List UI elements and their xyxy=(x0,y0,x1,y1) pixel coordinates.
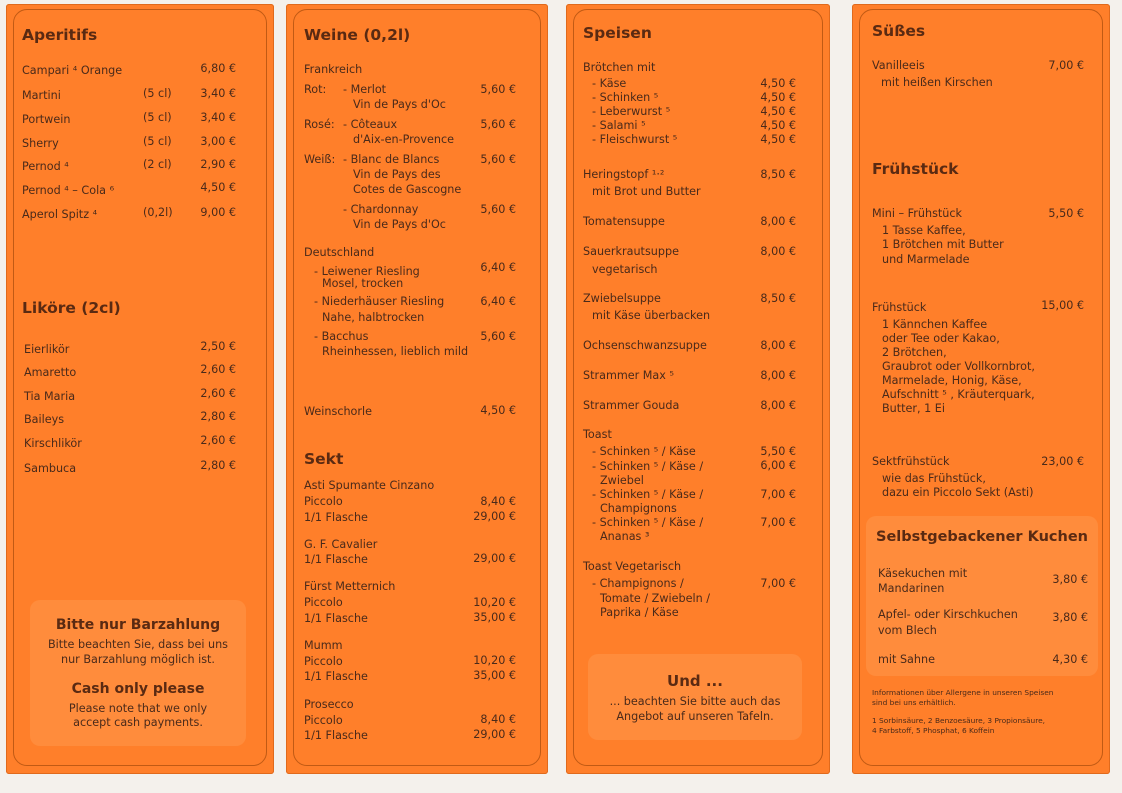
speise-name: Paprika / Käse xyxy=(600,606,679,619)
wine-origin: Vin de Pays d'Oc xyxy=(353,98,446,111)
aperitif-item-name: Martini xyxy=(22,89,61,102)
aperitif-item-size: (0,2l) xyxy=(143,206,173,219)
aperitif-item-price: 9,00 € xyxy=(200,206,236,219)
fr-name: Sektfrühstück xyxy=(872,455,950,468)
speise-price: 8,00 € xyxy=(760,369,796,382)
likoere-title: Liköre (2cl) xyxy=(22,299,121,317)
speise-name: - Schinken ⁵ / Käse / xyxy=(592,516,704,529)
und-box xyxy=(588,654,802,740)
speise-price: 8,50 € xyxy=(760,168,796,181)
aperitif-item-name: Pernod ⁴ – Cola ⁶ xyxy=(22,184,115,197)
wine-name: - Niederhäuser Riesling xyxy=(314,295,445,308)
fr-desc: 1 Brötchen mit Butter xyxy=(882,238,1004,251)
speise-price: 4,50 € xyxy=(760,77,796,90)
fr-desc: 1 Tasse Kaffee, xyxy=(882,224,966,237)
wine-price: 6,40 € xyxy=(480,295,516,308)
cash-only-box xyxy=(30,600,246,746)
sekt-title: Sekt xyxy=(304,450,344,468)
sekt-price: 35,00 € xyxy=(473,611,516,624)
wine-price: 5,60 € xyxy=(480,203,516,216)
allergen-info: 4 Farbstoff, 5 Phosphat, 6 Koffein xyxy=(872,726,995,735)
wine-name: - Bacchus xyxy=(314,330,369,343)
kuchen-name: Mandarinen xyxy=(878,582,945,595)
suess-desc: mit heißen Kirschen xyxy=(881,76,993,89)
speise-name: Champignons xyxy=(600,502,677,515)
aperitif-item-size: (5 cl) xyxy=(143,135,172,148)
likoer-item-name: Sambuca xyxy=(24,462,77,475)
fr-desc: und Marmelade xyxy=(882,253,970,266)
sekt-price: 10,20 € xyxy=(473,654,516,667)
und-line1: ... beachten Sie bitte auch das xyxy=(609,695,781,708)
speise-name: Toast Vegetarisch xyxy=(583,560,682,573)
fr-name: Frühstück xyxy=(872,301,927,314)
sekt-size: 1/1 Flasche xyxy=(304,729,368,742)
aperitif-item-name: Sherry xyxy=(22,137,59,150)
fr-price: 5,50 € xyxy=(1048,207,1084,220)
aperitif-item-price: 6,80 € xyxy=(200,62,236,75)
weine-region: Deutschland xyxy=(304,246,375,259)
wine-color-label: Weiß: xyxy=(304,153,336,166)
wine-name: - Merlot xyxy=(343,83,387,96)
wine-origin: Rheinhessen, lieblich mild xyxy=(322,345,469,358)
wine-name: - Blanc de Blancs xyxy=(343,153,440,166)
kuchen-price: 4,30 € xyxy=(1052,653,1088,666)
fr-desc: Graubrot oder Vollkornbrot, xyxy=(882,360,1035,373)
panel-speisen xyxy=(566,4,830,774)
likoer-item-price: 2,60 € xyxy=(200,434,236,447)
speise-desc: mit Brot und Butter xyxy=(592,185,701,198)
aperitif-item-size: (2 cl) xyxy=(143,158,172,171)
speise-name: Ochsenschwanzsuppe xyxy=(583,339,707,352)
kuchen-price: 3,80 € xyxy=(1052,573,1088,586)
speise-name: - Fleischwurst ⁵ xyxy=(592,133,678,146)
cash-de-line1: Bitte beachten Sie, dass bei uns xyxy=(47,638,229,651)
likoer-item-name: Tia Maria xyxy=(24,390,76,403)
likoer-item-name: Eierlikör xyxy=(24,343,70,356)
kuchen-name: mit Sahne xyxy=(878,653,935,666)
speise-name: - Käse xyxy=(592,77,627,90)
aperitif-item-size: (5 cl) xyxy=(143,87,172,100)
wine-price: 5,60 € xyxy=(480,118,516,131)
kuchen-name: Apfel- oder Kirschkuchen xyxy=(878,608,1018,621)
speise-name: - Schinken ⁵ / Käse xyxy=(592,445,696,458)
speise-name: Tomatensuppe xyxy=(583,215,665,228)
speise-name: - Schinken ⁵ / Käse / xyxy=(592,460,704,473)
weine-title: Weine (0,2l) xyxy=(304,26,411,44)
speise-name: Zwiebel xyxy=(600,474,644,487)
sekt-price: 35,00 € xyxy=(473,669,516,682)
cash-en-title: Cash only please xyxy=(71,681,205,697)
wine-origin: Vin de Pays des xyxy=(353,168,441,181)
wine-name: - Chardonnay xyxy=(343,203,419,216)
speise-name: Brötchen mit xyxy=(583,61,656,74)
aperitif-item-name: Campari ⁴ Orange xyxy=(22,64,123,77)
aperitifs-title: Aperitifs xyxy=(22,26,98,44)
likoer-item-price: 2,60 € xyxy=(200,363,236,376)
speise-name: - Leberwurst ⁵ xyxy=(592,105,671,118)
wine-price: 6,40 € xyxy=(480,261,516,274)
sekt-price: 29,00 € xyxy=(473,510,516,523)
sekt-name: Asti Spumante Cinzano xyxy=(304,479,435,492)
fr-desc: oder Tee oder Kakao, xyxy=(882,332,1000,345)
panel-weine xyxy=(286,4,548,774)
fr-desc: Butter, 1 Ei xyxy=(882,402,945,415)
cash-de-line2: nur Barzahlung möglich ist. xyxy=(61,653,215,666)
cash-de-title: Bitte nur Barzahlung xyxy=(55,617,221,633)
speise-name: Toast xyxy=(583,428,612,441)
speise-price: 7,00 € xyxy=(760,577,796,590)
suess-price: 7,00 € xyxy=(1048,59,1084,72)
wine-price: 5,60 € xyxy=(480,153,516,166)
speise-price: 4,50 € xyxy=(760,133,796,146)
speise-price: 5,50 € xyxy=(760,445,796,458)
wine-name: - Côteaux xyxy=(343,118,398,131)
und-line2: Angebot auf unseren Tafeln. xyxy=(616,710,774,723)
speise-price: 7,00 € xyxy=(760,516,796,529)
sekt-size: Piccolo xyxy=(304,495,343,508)
sekt-size: Piccolo xyxy=(304,596,343,609)
speise-desc: mit Käse überbacken xyxy=(592,309,711,322)
aperitif-item-price: 3,40 € xyxy=(200,111,236,124)
weinschorle-price: 4,50 € xyxy=(480,404,516,417)
wine-origin: Mosel, trocken xyxy=(322,277,404,290)
speise-price: 8,00 € xyxy=(760,215,796,228)
sekt-size: 1/1 Flasche xyxy=(304,612,368,625)
sekt-size: Piccolo xyxy=(304,714,343,727)
fr-desc: dazu ein Piccolo Sekt (Asti) xyxy=(882,486,1034,499)
allergen-info: Informationen über Allergene in unseren Speisen xyxy=(872,688,1054,697)
speise-name: Heringstopf ¹·² xyxy=(583,168,665,181)
kuchen-name: Käsekuchen mit xyxy=(878,567,968,580)
fr-desc: 1 Kännchen Kaffee xyxy=(882,318,988,331)
fr-price: 23,00 € xyxy=(1041,455,1084,468)
aperitif-item-price: 3,40 € xyxy=(200,87,236,100)
wine-name: - Leiwener Riesling xyxy=(314,265,420,278)
kuchen-box xyxy=(866,516,1098,676)
weine-region: Frankreich xyxy=(304,63,363,76)
likoer-item-price: 2,80 € xyxy=(200,410,236,423)
kuchen-name: vom Blech xyxy=(878,624,937,637)
fr-price: 15,00 € xyxy=(1041,299,1084,312)
likoer-item-name: Amaretto xyxy=(24,366,77,379)
aperitif-item-name: Aperol Spitz ⁴ xyxy=(22,208,98,221)
speise-price: 8,50 € xyxy=(760,292,796,305)
speisen-title: Speisen xyxy=(583,24,652,42)
allergen-info: 1 Sorbinsäure, 2 Benzoesäure, 3 Propionsäure, xyxy=(872,716,1045,725)
likoer-item-price: 2,60 € xyxy=(200,387,236,400)
aperitif-item-size: (5 cl) xyxy=(143,111,172,124)
speise-price: 8,00 € xyxy=(760,339,796,352)
speise-name: Sauerkrautsuppe xyxy=(583,245,679,258)
speise-name: Strammer Max ⁵ xyxy=(583,369,674,382)
sekt-price: 29,00 € xyxy=(473,728,516,741)
speise-price: 4,50 € xyxy=(760,105,796,118)
sekt-name: Fürst Metternich xyxy=(304,580,396,593)
sekt-size: 1/1 Flasche xyxy=(304,511,368,524)
fruehstueck-title: Frühstück xyxy=(872,160,959,178)
fr-desc: 2 Brötchen, xyxy=(882,346,947,359)
speise-name: Zwiebelsuppe xyxy=(583,292,661,305)
speise-name: Tomate / Zwiebeln / xyxy=(600,592,710,605)
speise-name: - Schinken ⁵ / Käse / xyxy=(592,488,704,501)
sekt-price: 10,20 € xyxy=(473,596,516,609)
aperitif-item-price: 2,90 € xyxy=(200,158,236,171)
speise-price: 4,50 € xyxy=(760,91,796,104)
aperitif-item-price: 3,00 € xyxy=(200,135,236,148)
aperitif-item-name: Pernod ⁴ xyxy=(22,160,69,173)
speise-name: - Schinken ⁵ xyxy=(592,91,659,104)
wine-origin: Nahe, halbtrocken xyxy=(322,311,425,324)
kuchen-title: Selbstgebackener Kuchen xyxy=(876,529,1088,545)
wine-origin: d'Aix-en-Provence xyxy=(353,133,454,146)
suess-name: Vanilleeis xyxy=(872,59,925,72)
cash-en-line2: accept cash payments. xyxy=(73,716,203,729)
sekt-price: 29,00 € xyxy=(473,552,516,565)
wine-origin: Vin de Pays d'Oc xyxy=(353,218,446,231)
fr-desc: wie das Frühstück, xyxy=(882,472,986,485)
sekt-size: 1/1 Flasche xyxy=(304,670,368,683)
sekt-name: Prosecco xyxy=(304,698,354,711)
speise-name: Strammer Gouda xyxy=(583,399,680,412)
sekt-price: 8,40 € xyxy=(480,495,516,508)
speise-price: 8,00 € xyxy=(760,399,796,412)
fr-desc: Marmelade, Honig, Käse, xyxy=(882,374,1022,387)
wine-origin: Cotes de Gascogne xyxy=(353,183,462,196)
sekt-size: Piccolo xyxy=(304,655,343,668)
wine-color-label: Rosé: xyxy=(304,118,335,131)
sekt-name: Mumm xyxy=(304,639,343,652)
fr-name: Mini – Frühstück xyxy=(872,207,963,220)
kuchen-price: 3,80 € xyxy=(1052,611,1088,624)
wine-price: 5,60 € xyxy=(480,330,516,343)
wine-price: 5,60 € xyxy=(480,83,516,96)
sekt-price: 8,40 € xyxy=(480,713,516,726)
sekt-name: G. F. Cavalier xyxy=(304,538,378,551)
likoer-item-name: Baileys xyxy=(24,413,65,426)
likoer-item-name: Kirschlikör xyxy=(24,437,82,450)
speise-price: 6,00 € xyxy=(760,459,796,472)
sekt-size: 1/1 Flasche xyxy=(304,553,368,566)
allergen-info: sind bei uns erhältlich. xyxy=(872,698,956,707)
fr-desc: Aufschnitt ⁵ , Kräuterquark, xyxy=(882,388,1035,401)
likoer-item-price: 2,80 € xyxy=(200,459,236,472)
likoer-item-price: 2,50 € xyxy=(200,340,236,353)
speise-price: 8,00 € xyxy=(760,245,796,258)
speise-name: - Champignons / xyxy=(592,577,684,590)
aperitif-item-price: 4,50 € xyxy=(200,181,236,194)
speise-name: - Salami ⁵ xyxy=(592,119,646,132)
speise-price: 7,00 € xyxy=(760,488,796,501)
cash-en-line1: Please note that we only xyxy=(68,702,208,715)
panel-suesses xyxy=(852,4,1110,774)
weinschorle: Weinschorle xyxy=(304,405,372,418)
speise-name: Ananas ³ xyxy=(600,530,650,543)
und-title: Und ... xyxy=(667,672,723,690)
speise-price: 4,50 € xyxy=(760,119,796,132)
speise-desc: vegetarisch xyxy=(592,263,658,276)
suesses-title: Süßes xyxy=(872,22,926,40)
panel-aperitifs xyxy=(6,4,274,774)
aperitif-item-name: Portwein xyxy=(22,113,71,126)
wine-color-label: Rot: xyxy=(304,83,327,96)
